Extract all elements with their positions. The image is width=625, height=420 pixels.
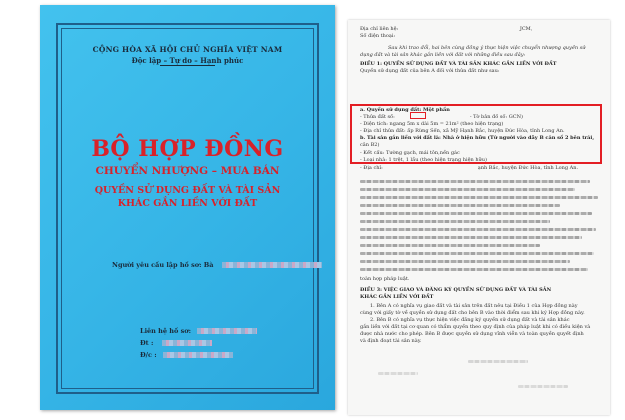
doc-line: Số điện thoại: (360, 33, 396, 39)
contact-block (140, 325, 257, 361)
doc-line: - Diện tích: ngang 5m x dài 5m = 21m² (theo hiện trạng) (360, 121, 504, 127)
doc-line: - Loại nhà: 1 trệt, 1 lầu (theo hiện trạng hiện hữu) (360, 157, 487, 163)
motto-underline (160, 65, 215, 66)
doc-line: căn B2) (360, 142, 380, 148)
doc-heading: KHÁC GẮN LIỀN VỚI ĐẤT (360, 294, 434, 300)
cover-main-title: BỘ HỢP ĐỒNG (91, 136, 284, 162)
doc-line: - Địa chỉ: ạnh Bắc, huyện Đức Hòa, tỉnh Long An. (360, 165, 579, 171)
contact-row (140, 337, 257, 349)
address-label: Đ/c : (140, 351, 157, 359)
blurred-line (360, 188, 575, 191)
blurred-line (360, 244, 540, 247)
blurred-line (518, 385, 568, 388)
blurred-line (360, 204, 560, 207)
doc-heading: ĐIỀU 3: VIỆC GIAO VÀ ĐĂNG KÝ QUYỀN SỬ DỤNG ĐẤT VÀ TÀI SẢN (360, 287, 552, 293)
doc-line: gắn liền với đất tại cơ quan có thẩm quyền theo quy định của pháp luật khi có điều kiện và (360, 324, 591, 330)
doc-heading: ĐIỀU 1: QUYỀN SỬ DỤNG ĐẤT VÀ TÀI SẢN KHÁC GẮN LIỀN VỚI ĐẤT (360, 61, 557, 67)
doc-line: - Thửa đất số: - Tờ bản đồ số: GCN) (360, 114, 523, 120)
doc-line: - Kết cấu: Tường gạch, mái tôn,nền gác (360, 150, 460, 156)
doc-line: cùng với giấy tờ về quyền sử dụng đất cho bên B vào thời điểm sau khi ký Hợp đồng này. (360, 310, 585, 316)
blurred-line (360, 260, 570, 263)
blurred-line (360, 252, 594, 255)
contract-page-scan (348, 20, 610, 415)
blurred-line (360, 236, 582, 239)
doc-line: Sau khi trao đổi, hai bên cùng đồng ý thực hiện việc chuyển nhượng quyền sử (388, 45, 586, 51)
national-motto-line2: Độc lập – Tự do – Hạnh phúc (131, 56, 244, 65)
doc-line: Địa chỉ liên hệ: JCM, (360, 26, 533, 32)
blurred-line (360, 180, 590, 183)
redacted-address (163, 352, 233, 358)
redacted-phone (162, 340, 212, 346)
contact-label: Liên hệ hồ sơ: (140, 327, 192, 335)
doc-line: và định đoạt tài sản này. (360, 338, 422, 344)
doc-line: - Địa chỉ thửa đất: ấp Rừng Sến, xã Mỹ Hạnh Bắc, huyện Đức Hòa, tỉnh Long An. (360, 128, 565, 134)
blurred-line (360, 228, 596, 231)
cover-title-line4: KHÁC GẮN LIỀN VỚI ĐẤT (117, 198, 258, 209)
contract-cover (40, 5, 335, 410)
doc-line: a. Quyền sử dụng đất: Một phần (360, 107, 450, 113)
cover-subtitle: CHUYỂN NHƯỢNG – MUA BÁN (95, 165, 280, 177)
doc-line: dụng đất và tài sản khác gắn liền với đất với những điều sau đây: (360, 52, 526, 58)
requester-line (112, 261, 322, 269)
national-motto-line1: CỘNG HÒA XÃ HỘI CHỦ NGHĨA VIỆT NAM (92, 45, 283, 54)
blurred-line (360, 196, 598, 199)
doc-line: toàn hợp pháp luật. (360, 276, 410, 282)
blurred-line (360, 212, 592, 215)
blurred-line (468, 360, 528, 363)
contact-row (140, 349, 257, 361)
blurred-line (360, 268, 588, 271)
contact-row (140, 325, 257, 337)
cover-title-line3: QUYỀN SỬ DỤNG ĐẤT VÀ TÀI SẢN (94, 185, 281, 196)
requester-label: Người yêu cầu lập hồ sơ: Bà (112, 261, 214, 269)
redacted-name (222, 262, 322, 268)
blurred-line (360, 220, 550, 223)
doc-line: được nhà nước cho phép. Bên B được quyền sử dụng vĩnh viễn và toàn quyền quyết định (360, 331, 584, 337)
redacted-contact (197, 328, 257, 334)
doc-line: 2. Bên B có nghĩa vụ thực hiện việc đăng ký quyền sử dụng đất và tài sản khác (370, 317, 570, 323)
doc-line: Quyền sử dụng đất của bên A đối với thửa đất như sau: (360, 68, 500, 74)
doc-line: 1. Bên A có nghĩa vụ giao đất và tài sản trên đất nêu tại Điều 1 của Hợp đồng này (370, 303, 578, 309)
phone-label: Đt : (140, 339, 154, 347)
blurred-line (378, 372, 418, 375)
doc-line: b. Tài sản gắn liền với đất là: Nhà ở hiện hữu (Từ người vào dãy B căn số 2 bên trái, (360, 135, 595, 141)
